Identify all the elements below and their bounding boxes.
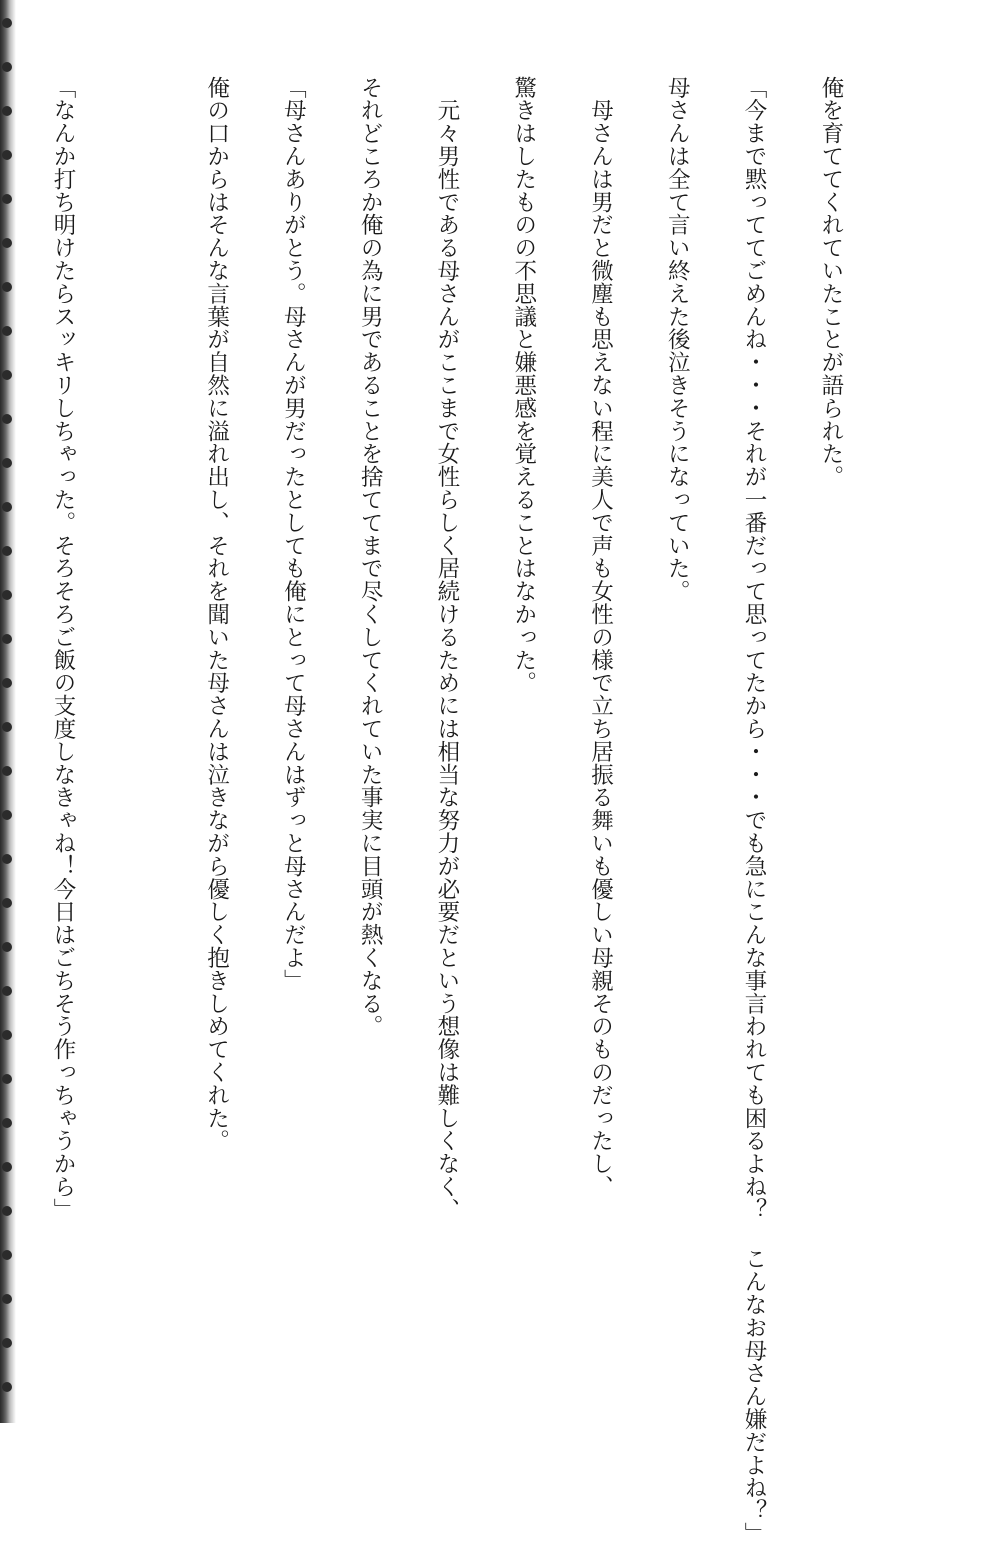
text-line: 元々男性である母さんがここまで女性らしく居続けるためには相当な努力が必要だという想像は難しくなく、 [433,76,460,1221]
text-line: 「母さんありがとう。母さんが男だったとしても俺にとって母さんはずっと母さんだよ」 [280,76,307,992]
text-line: 驚きはしたものの不思議と嫌悪感を覚えることはなかった。 [510,76,537,695]
vertical-text-body [50,76,894,1545]
text-line: それどころか俺の為に男であることを捨ててまで尽くしてくれていた事実に目頭が熱くなる。 [357,76,384,1038]
text-line: 母さんは男だと微塵も思えない程に美人で声も女性の様で立ち居振る舞いも優しい母親そのものだったし、 [587,76,614,1199]
text-line: 俺の口からはそんな言葉が自然に溢れ出し、それを聞いた母さんは泣きながら優しく抱きしめてくれた。 [203,76,230,1153]
text-line: 母さんは全て言い終えた後泣きそうになっていた。 [664,76,691,603]
binding-mark [2,18,12,28]
binding-mark [2,62,12,72]
paragraph-gap [126,76,152,1396]
text-line: 俺を育ててくれていたことが語られた。 [817,76,844,489]
text-line: 「なんか打ち明けたらスッキリしちゃった。そろそろご飯の支度しなきゃね！今日はごちそう作っちゃうから」 [50,76,76,1221]
text-line: 「今まで黙っててごめんね・・・それが一番だって思ってたから・・・でも急にこんな事言われても困るよね？ こんなお母さん嫌だよね？」 [741,76,768,1545]
